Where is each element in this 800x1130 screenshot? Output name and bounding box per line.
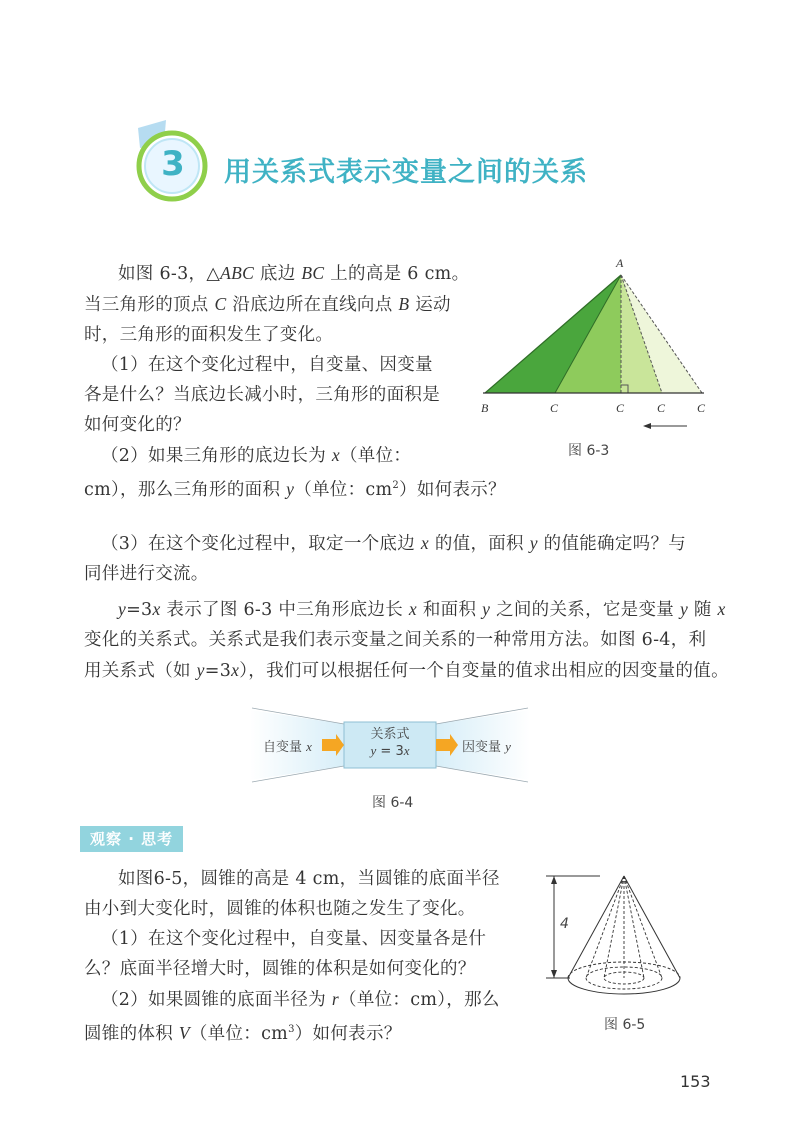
var: x (331, 445, 340, 465)
var: y (286, 478, 295, 499)
output-label (462, 736, 511, 755)
problem1 (84, 258, 506, 505)
question3 (84, 528, 724, 589)
question2-line1 (84, 440, 484, 471)
outer-cone-left (568, 876, 624, 978)
arrow-up-icon (551, 876, 557, 884)
text: 圆锥的体积 (84, 1023, 179, 1044)
question3-line1 (84, 528, 724, 559)
var: x (306, 739, 312, 754)
height-label: 4 (560, 916, 569, 932)
var: ABC (220, 263, 255, 283)
figure-6-3 (475, 250, 720, 450)
var: x (231, 660, 240, 680)
text: 之间的关系，它是变量 (490, 600, 680, 620)
var: V (178, 1022, 190, 1043)
var: x (717, 599, 726, 619)
var: x (152, 599, 161, 619)
text: ）如何表示？ (399, 479, 506, 500)
page-number: 153 (680, 1072, 711, 1091)
question3-line2: 同伴进行交流。 (84, 564, 209, 584)
text: （2）如果三角形的底边长为 (101, 446, 332, 466)
figure-6-5 (540, 866, 720, 1016)
text: 用关系式（如 (84, 661, 197, 681)
var: y (529, 533, 538, 553)
arrow-down-icon (551, 970, 557, 978)
label-b: B (481, 401, 489, 415)
text: （3）在这个变化过程中，取定一个底边 (101, 534, 421, 554)
var: y (679, 599, 689, 619)
input-label (263, 736, 312, 755)
problem2-line1: 如图6-5，圆锥的高是 4 cm，当圆锥的底面半径 (118, 869, 500, 889)
var: BC (301, 263, 325, 283)
paragraph2-line2: 变化的关系式。关系式是我们表示变量之间关系的一种常用方法。如图 6-4，利 (84, 630, 707, 650)
text: 自变量 (263, 740, 307, 755)
figure-6-3-caption: 图 6-3 (568, 443, 610, 459)
var: y (118, 599, 127, 619)
problem1-line1 (84, 258, 484, 289)
text: 上的高是 6 cm。 (324, 264, 470, 284)
var: y (505, 739, 511, 754)
outer-base-front (568, 978, 680, 994)
text: 底边 (254, 264, 302, 284)
formula-box-title: 关系式 (370, 727, 410, 742)
label-c1: C (550, 401, 559, 415)
text: ），我们可以根据任何一个自变量的值求出相应的因变量的值。 (239, 661, 729, 681)
problem1-line3: 时，三角形的面积发生了变化。 (84, 325, 334, 345)
problem2-line2: 由小到大变化时，圆锥的体积也随之发生了变化。 (84, 899, 476, 919)
text: cm），那么三角形的面积 (84, 479, 287, 500)
problem2-question2-line2 (84, 1015, 534, 1049)
text: ）如何表示？ (294, 1023, 402, 1044)
text: 和面积 (416, 600, 483, 620)
section-title: 用关系式表示变量之间的关系 (224, 157, 588, 188)
question1-line3: 如何变化的？ (84, 415, 191, 435)
text: 因变量 (462, 740, 506, 755)
superscript: 2 (392, 480, 400, 491)
problem2-question1-line1: （1）在这个变化过程中，自变量、因变量各是什 (101, 929, 487, 949)
label-a: A (616, 256, 624, 270)
label-c4: C (697, 401, 706, 415)
observe-think-tag: 观察 · 思考 (80, 826, 183, 852)
paragraph2-line3 (84, 655, 729, 686)
label-c3: C (657, 401, 666, 415)
problem2 (84, 864, 534, 1049)
question2-line2 (84, 471, 506, 505)
section-badge (128, 118, 218, 208)
arrow-head-icon (643, 423, 651, 429)
var: y (482, 599, 491, 619)
problem1-line2 (84, 289, 484, 320)
var: x (420, 533, 429, 553)
text: 沿底边所在直线向点 (226, 295, 399, 315)
text: 如图 6-3，△ (118, 264, 221, 284)
question1-line1: （1）在这个变化过程中，自变量、因变量 (101, 355, 433, 375)
paragraph2 (84, 594, 729, 686)
text: =3 (204, 661, 232, 681)
var: y (196, 660, 205, 680)
problem2-question1-line2: 么？底面半径增大时，圆锥的体积是如何变化的？ (84, 959, 476, 979)
text: （2）如果圆锥的底面半径为 (101, 990, 332, 1010)
paragraph2-line1 (84, 594, 724, 625)
var: y (370, 743, 377, 758)
var: x (403, 743, 410, 758)
text: （单位：cm），那么 (339, 990, 500, 1010)
var: x (408, 599, 417, 619)
problem2-question2-line1 (84, 984, 534, 1015)
text: = 3 (376, 744, 404, 759)
text: 运动 (409, 295, 451, 315)
label-c2: C (616, 401, 625, 415)
text: 当三角形的顶点 (84, 295, 215, 315)
text: （单位： (339, 446, 412, 466)
text: 的值，面积 (428, 534, 530, 554)
text: （单位：cm (294, 479, 393, 500)
outer-cone-right (624, 876, 680, 978)
superscript: 3 (288, 1024, 295, 1035)
figure-6-5-caption: 图 6-5 (604, 1017, 646, 1033)
question1-line2: 各是什么？当底边长减小时，三角形的面积是 (84, 385, 440, 405)
text: =3 (126, 600, 153, 620)
text: 随 (688, 600, 718, 620)
var: r (331, 989, 340, 1009)
text: 的值能确定吗？与 (537, 534, 687, 554)
outer-base-back (568, 962, 680, 978)
var: B (398, 294, 410, 314)
var: C (214, 294, 227, 314)
section-number: 3 (161, 144, 185, 184)
mid-cone-right (624, 876, 662, 978)
text: 表示了图 6-3 中三角形底边长 (160, 600, 409, 620)
text: （单位：cm (189, 1023, 289, 1044)
figure-6-4-caption: 图 6-4 (372, 795, 414, 811)
formula-box-formula (344, 743, 436, 759)
